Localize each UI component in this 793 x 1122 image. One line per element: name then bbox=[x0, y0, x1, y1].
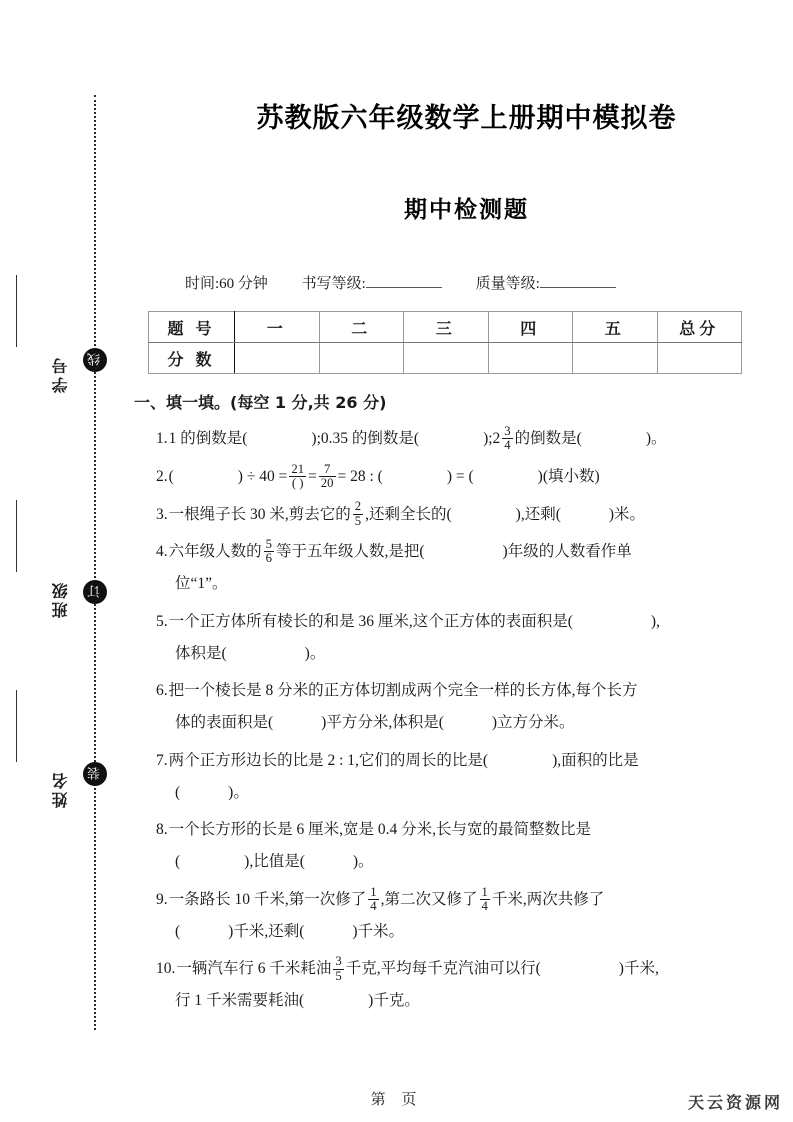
question-3-text-2: ,还剩全长的( bbox=[365, 505, 452, 523]
question-3-text-4: )米。 bbox=[608, 505, 646, 523]
score-cell-3[interactable] bbox=[404, 343, 489, 374]
score-cell-2[interactable] bbox=[319, 343, 404, 374]
col-header-1: 一 bbox=[235, 312, 320, 343]
question-10-text-2: 千克,平均每千克汽油可以行( bbox=[345, 960, 541, 978]
score-table bbox=[148, 311, 742, 374]
question-9-fraction-2 bbox=[480, 886, 490, 914]
col-header-4: 四 bbox=[488, 312, 573, 343]
quality-grade-group bbox=[476, 276, 616, 292]
col-header-3: 三 bbox=[404, 312, 489, 343]
question-2-fraction-2-denominator: 20 bbox=[320, 475, 334, 490]
question-10-fraction-numerator: 3 bbox=[335, 954, 342, 969]
question-1-text-4: 的倒数是( bbox=[514, 430, 582, 447]
question-9-number: 9. bbox=[156, 890, 168, 908]
question-9-text-4: ( bbox=[175, 922, 181, 940]
question-3-fraction bbox=[353, 500, 363, 528]
score-cell-5[interactable] bbox=[573, 343, 658, 374]
question-7 bbox=[156, 745, 785, 809]
question-4-fraction-numerator: 5 bbox=[265, 537, 272, 552]
question-4-line-2: 位“1”。 bbox=[175, 575, 228, 593]
question-7-text-1: 两个正方形边长的比是 2 : 1,它们的周长的比是( bbox=[168, 751, 489, 769]
question-9-text-6: )千米。 bbox=[352, 922, 405, 940]
question-8-number: 8. bbox=[156, 821, 168, 839]
question-6 bbox=[156, 675, 785, 739]
question-4-text-3: )年级的人数看作单 bbox=[502, 543, 632, 561]
score-cell-1[interactable] bbox=[235, 343, 320, 374]
question-2 bbox=[156, 461, 785, 493]
question-5-line-2 bbox=[156, 638, 785, 670]
exam-paper-body bbox=[130, 0, 793, 1122]
col-header-2: 二 bbox=[319, 312, 404, 343]
question-2-fraction-1-numerator: 21 bbox=[291, 461, 305, 476]
col-header-5: 五 bbox=[573, 312, 658, 343]
question-9-line-2 bbox=[156, 916, 785, 948]
question-9-text-2: ,第二次又修了 bbox=[380, 890, 478, 908]
question-5-text-4: )。 bbox=[304, 644, 326, 662]
seal-line-column bbox=[0, 0, 130, 1122]
student-number-label: 学号 bbox=[52, 355, 70, 393]
question-4-fraction-denominator: 6 bbox=[265, 551, 272, 566]
question-9-text-1: 一条路长 10 千米,第一次修了 bbox=[168, 890, 367, 908]
question-7-number: 7. bbox=[156, 751, 168, 769]
question-10-text-5: )千克。 bbox=[368, 992, 420, 1010]
question-10 bbox=[156, 953, 785, 1017]
question-2-text-5: ) = ( bbox=[446, 467, 474, 485]
question-1 bbox=[156, 423, 785, 455]
question-8-text-3: ),比值是( bbox=[244, 853, 305, 871]
question-2-text-6: )(填小数) bbox=[537, 467, 600, 485]
student-number-field bbox=[44, 355, 78, 415]
question-4-number: 4. bbox=[156, 543, 168, 561]
question-6-line-2 bbox=[156, 707, 785, 739]
name-field bbox=[44, 770, 78, 830]
question-6-number: 6. bbox=[156, 682, 168, 700]
exam-duration: 时间:60 分钟 bbox=[185, 276, 268, 292]
question-8-text-4: )。 bbox=[352, 853, 374, 871]
score-table-wrapper bbox=[130, 293, 793, 374]
question-6-text-4: )立方分米。 bbox=[491, 714, 575, 732]
handwriting-grade-label: 书写等级: bbox=[301, 276, 366, 292]
class-label: 班级 bbox=[52, 580, 70, 618]
question-8-text-1: 一个长方形的长是 6 厘米,宽是 0.4 分米,长与宽的最简整数比是 bbox=[168, 821, 592, 839]
quality-grade-label: 质量等级: bbox=[475, 276, 540, 292]
question-3-text-3: ),还剩( bbox=[515, 505, 561, 523]
name-write-rule[interactable] bbox=[16, 690, 17, 762]
question-2-number: 2. bbox=[156, 467, 168, 485]
question-10-text-3: )千米, bbox=[618, 960, 659, 978]
row-label-score: 分 数 bbox=[149, 343, 235, 374]
question-9-text-5: )千米,还剩( bbox=[228, 922, 305, 940]
question-5-number: 5. bbox=[156, 612, 168, 630]
question-9-fraction-1 bbox=[368, 886, 378, 914]
page-footer: 第 页 bbox=[370, 1092, 423, 1108]
question-1-text-2: );0.35 的倒数是( bbox=[311, 430, 420, 447]
handwriting-grade-input[interactable] bbox=[366, 274, 442, 288]
class-field bbox=[44, 580, 78, 640]
question-7-text-2: ),面积的比是 bbox=[552, 751, 639, 769]
question-4 bbox=[156, 536, 785, 600]
question-2-text-1: ( bbox=[168, 467, 174, 485]
question-2-text-4: = 28 : ( bbox=[337, 467, 383, 485]
question-4-fraction bbox=[264, 538, 274, 566]
question-3-fraction-denominator: 5 bbox=[354, 513, 362, 528]
question-2-fraction-1 bbox=[289, 463, 306, 491]
class-write-rule[interactable] bbox=[16, 500, 17, 572]
question-10-text-4: 行 1 千米需要耗油( bbox=[175, 992, 305, 1010]
question-9-fraction-1-denominator: 4 bbox=[370, 899, 377, 914]
question-7-text-3: ( bbox=[175, 783, 181, 801]
question-6-text-2: 体的表面积是( bbox=[175, 714, 274, 732]
question-2-text-3: = bbox=[308, 467, 317, 485]
seal-dotted-line bbox=[94, 95, 96, 1030]
row-label-question-number: 题 号 bbox=[149, 312, 235, 343]
question-2-fraction-2 bbox=[319, 463, 336, 491]
question-1-fraction bbox=[502, 425, 512, 453]
score-cell-4[interactable] bbox=[488, 343, 573, 374]
question-6-text-1: 把一个棱长是 8 分米的正方体切割成两个完全一样的长方体,每个长方 bbox=[168, 682, 638, 700]
question-1-number: 1. bbox=[156, 430, 168, 447]
question-2-text-2: ) ÷ 40 = bbox=[237, 467, 288, 485]
question-7-text-4: )。 bbox=[228, 783, 249, 801]
question-1-text-3: );2 bbox=[483, 430, 501, 447]
page-title: 苏教版六年级数学上册期中模拟卷 bbox=[256, 103, 677, 134]
student-number-write-rule[interactable] bbox=[16, 275, 17, 347]
question-4-text-1: 六年级人数的 bbox=[168, 543, 262, 561]
seal-badge-zhuang: 装 bbox=[83, 762, 107, 786]
question-7-line-2 bbox=[156, 777, 785, 809]
exam-meta-row bbox=[130, 224, 793, 293]
question-1-text-5: )。 bbox=[645, 430, 667, 447]
question-list bbox=[130, 413, 793, 1017]
question-8-text-2: ( bbox=[175, 853, 181, 871]
question-3 bbox=[156, 499, 785, 531]
seal-badge-ding: 订 bbox=[83, 580, 107, 604]
question-9-fraction-2-denominator: 4 bbox=[481, 899, 488, 914]
question-5 bbox=[156, 606, 785, 670]
question-5-text-3: 体积是( bbox=[175, 644, 227, 662]
question-1-fraction-denominator: 4 bbox=[504, 438, 511, 453]
question-2-fraction-2-numerator: 7 bbox=[323, 461, 331, 476]
section-one-heading: 一、填一填。(每空 1 分,共 26 分) bbox=[134, 393, 387, 412]
quality-grade-input[interactable] bbox=[540, 274, 616, 288]
watermark: 天云资源网 bbox=[687, 1093, 783, 1112]
question-10-fraction bbox=[333, 955, 343, 983]
question-9-fraction-2-numerator: 1 bbox=[481, 884, 488, 899]
question-9-fraction-1-numerator: 1 bbox=[370, 884, 377, 899]
question-1-fraction-numerator: 3 bbox=[504, 423, 511, 438]
handwriting-grade-group bbox=[302, 276, 442, 292]
question-5-text-2: ), bbox=[650, 612, 660, 630]
question-9-text-3: 千米,两次共修了 bbox=[491, 890, 605, 908]
table-row-question-numbers bbox=[149, 312, 742, 343]
seal-badge-xian: 线 bbox=[83, 348, 107, 372]
question-9 bbox=[156, 884, 785, 948]
question-2-fraction-1-denominator[interactable]: ( ) bbox=[289, 476, 306, 490]
question-4-text-2: 等于五年级人数,是把( bbox=[276, 543, 425, 561]
question-6-text-3: )平方分米,体积是( bbox=[321, 714, 444, 732]
page-subtitle: 期中检测题 bbox=[404, 197, 529, 222]
question-8-line-2 bbox=[156, 846, 785, 878]
question-10-fraction-denominator: 5 bbox=[335, 968, 342, 983]
col-header-total: 总分 bbox=[657, 312, 742, 343]
question-3-fraction-numerator: 2 bbox=[354, 499, 362, 514]
question-5-text-1: 一个正方体所有棱长的和是 36 厘米,这个正方体的表面积是( bbox=[168, 612, 573, 630]
question-1-text-1: 1 的倒数是( bbox=[168, 430, 248, 447]
table-row-scores bbox=[149, 343, 742, 374]
question-3-number: 3. bbox=[156, 505, 168, 523]
question-10-line-2 bbox=[156, 985, 785, 1017]
question-3-text-1: 一根绳子长 30 米,剪去它的 bbox=[168, 505, 351, 523]
question-8 bbox=[156, 814, 785, 878]
name-label: 姓名 bbox=[52, 770, 70, 808]
question-10-number: 10. bbox=[156, 960, 176, 978]
score-cell-total[interactable] bbox=[657, 343, 742, 374]
question-10-text-1: 一辆汽车行 6 千米耗油 bbox=[176, 960, 332, 978]
